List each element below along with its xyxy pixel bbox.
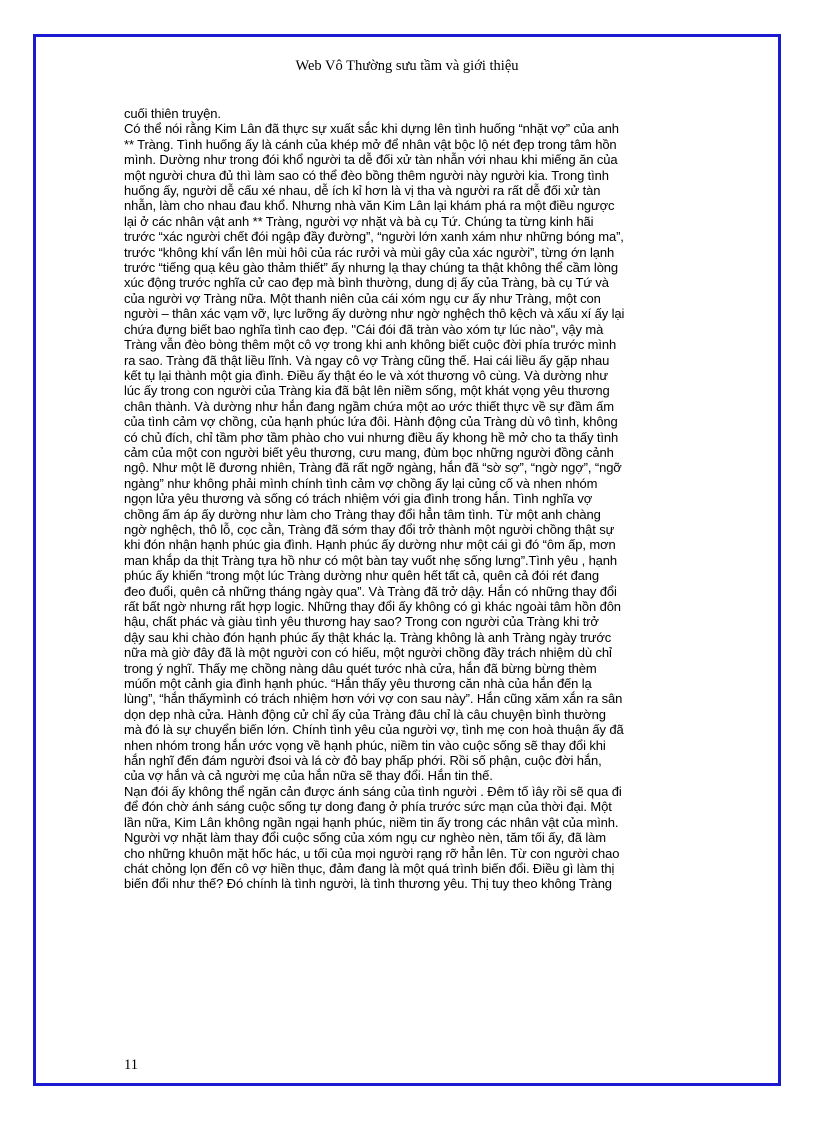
body-line: cảm của một con người biết yêu thương, cưu mang, đùm bọc những người đồng cảnh — [124, 444, 614, 460]
body-line: trước “tiếng quạ kêu gào thảm thiết” ấy nhưng lạ thay chúng ta thật không thể cầm lòng — [124, 260, 619, 276]
body-line: hậu, chất phác và giàu tình yêu thương hay sao? Trong con người của Tràng khi trở — [124, 614, 599, 630]
body-line: cuối thiên truyện. — [124, 106, 221, 121]
page-number: 11 — [124, 1057, 138, 1073]
body-line: ngọn lửa yêu thương và sống có trách nhiệm với gia đình trong hắn. Tình nghĩa vợ — [124, 491, 593, 507]
body-line: cho những khuôn mặt hốc hác, u tối của mọi người rạng rỡ hẳn lên. Từ con người chao — [124, 845, 620, 861]
body-line: ngờ nghệch, thô lỗ, cọc cằn, Tràng đã sớm thay đổi trở thành một người chồng thật sự — [124, 521, 615, 537]
body-line: chát chỏng lọn đến cô vợ hiền thục, đảm đang là một quá trình biến đổi. Điều gì làm thị — [124, 860, 615, 876]
body-line: trong ý nghĩ. Thấy mẹ chồng nàng dâu quét tước nhà cửa, hắn đã bừng bừng thèm — [124, 660, 597, 676]
body-line: ra sao. Tràng đã thật liều lĩnh. Và ngay cô vợ Tràng cũng thế. Hai cái liều ấy gặp nhau — [124, 352, 610, 368]
body-line: dậy sau khi chào đón hạnh phúc ấy thật khác lạ. Tràng không là anh Tràng ngày trước — [124, 629, 612, 645]
body-line: mà đó là sự chuyển biến lớn. Chính tình yêu của người vợ, tình mẹ con hoà thuận ấy đã — [124, 722, 624, 738]
body-line: chân thành. Và dường như hắn đang ngầm chứa một ao ước thiết thực về sự đầm ấm — [124, 398, 614, 414]
page-border — [33, 34, 781, 1086]
body-line: nhẫn, làm cho nhau đau khổ. Nhưng nhà văn Kim Lân lại khám phá ra một điều ngược — [124, 198, 615, 214]
body-line: chồng ấm áp ấy dường như làm cho Tràng thay đổi hẳn tâm tình. Từ một anh chàng — [124, 506, 601, 522]
body-line: trước “xác người chết đói ngập đầy đường”, “người lớn xanh xám như những bóng ma”, — [124, 229, 624, 245]
body-line: đeo đuổi, quên cả những tháng ngày qua”. Và Tràng đã trở dậy. Hắn có những thay đổi — [124, 583, 617, 599]
body-line: ngộ. Như một lẽ đương nhiên, Tràng đã rất ngỡ ngàng, hắn đã “sờ sợ”, “ngờ ngợ”, “ngỡ — [124, 460, 622, 476]
body-line: khi đón nhận hạnh phúc gia đình. Hạnh phúc ấy dường như một cái gì đó “ôm ấp, mơn — [124, 537, 616, 553]
body-line: kết tụ lại thành một gia đình. Điều ấy thật éo le và xót thương vô cùng. Và dường như — [124, 367, 608, 383]
body-text — [124, 106, 696, 892]
body-line: một người chưa đủ thì làm sao có thể đèo bồng thêm người này người kia. Trong tình — [124, 167, 609, 183]
body-line: rất bất ngờ nhưng rất hợp logic. Những thay đổi ấy không có gì khác ngoài tâm hồn đôn — [124, 599, 621, 614]
body-line: Có thể nói rằng Kim Lân đã thực sự xuất sắc khi dựng lên tình huống “nhặt vợ” của anh — [124, 121, 619, 137]
body-line: để đón chờ ánh sáng cuộc sống tự dong đang ở phía trước sức mạn của thời đại. Một — [124, 799, 612, 815]
body-line: nữa mà giờ đây đã là một người con có hiếu, một người chồng đầy trách nhiệm dù chỉ — [124, 645, 612, 661]
body-line: Nạn đói ấy không thể ngăn cản được ánh sáng của tình người . Đêm tố ìây rồi sẽ qua đi — [124, 783, 622, 799]
body-line: biến đổi như thế? Đó chính là tình người, là tình thương yêu. Thị tuy theo không Tràng — [124, 876, 612, 892]
body-line: người – thân xác vạm vỡ, lực lưỡng ấy dường như ngờ nghệch thô kệch và xấu xí ấy lại — [124, 306, 625, 322]
body-line: ngàng” như không phải mình chính tình cảm vợ chồng ấy lại củng cố và nhen nhóm — [124, 475, 598, 491]
body-line: hắn nghĩ đến đám người đsoi và lá cờ đỏ bay phấp phới. Rồi số phận, cuộc đời hắn, — [124, 753, 602, 769]
body-line: của vợ hắn và cả người mẹ của hắn nữa sẽ thay đổi. Hắn tin thế. — [124, 768, 493, 784]
body-line: ** Tràng. Tình huống ấy là cánh của khép mở để nhân vật bộc lộ nét đẹp trong tâm hồn — [124, 136, 617, 152]
body-line: trước “không khí vẩn lên mùi hôi của rác rưởi và mùi gây của xác người”, từng ớn lạnh — [124, 244, 615, 260]
body-line: man khắp da thịt Tràng tựa hồ như có một bàn tay vuốt nhẹ sống lưng”.Tình yêu , hạnh — [124, 552, 618, 568]
body-line: lùng”, “hắn thấymình có trách nhiệm hơn với vợ con sau này”. Hắn cũng xăm xắn ra sân — [124, 691, 623, 707]
body-line: Người vợ nhặt làm thay đổi cuộc sống của xóm ngụ cư nghèo nèn, tăm tối ấy, đã làm — [124, 830, 606, 846]
body-line: huống ấy, người dễ cấu xé nhau, dễ ích kỉ hơn là vị tha và người ra rất dễ đối xử tàn — [124, 183, 601, 199]
body-line: dọn dẹp nhà cửa. Hành động cử chỉ ấy của Tràng đâu chỉ là câu chuyện bình thường — [124, 706, 606, 722]
page-header: Web Vô Thường sưu tầm và giới thiệu — [295, 58, 519, 74]
body-line: của tình cảm vợ chồng, của hạnh phúc lứa đôi. Hành động của Tràng dù vô tình, không — [124, 414, 618, 430]
body-line: múốn một cảnh gia đình hạnh phúc. “Hắn thấy yêu thương căn nhà của hắn đến lạ — [124, 676, 592, 692]
body-line: có chủ đích, chỉ tầm phơ tầm phào cho vui nhưng điều ấy khong hề mở cho ta thấy tình — [124, 429, 619, 445]
body-line: mình. Dường như trong đói khổ người ta dễ đối xử tàn nhẫn với nhau khi miếng ăn của — [124, 152, 618, 168]
body-line: nhen nhóm trong hắn ước vọng về hạnh phúc, niềm tin vào cuộc sống sẽ thay đổi khi — [124, 737, 606, 753]
body-line: lại ở các nhân vật anh ** Tràng, người vợ nhặt và bà cụ Tứ. Chúng ta từng kinh hãi — [124, 213, 594, 229]
body-line: xúc động trước nghĩa cử cao đẹp mà bình thường, dung dị ấy của Tràng, bà cụ Tứ và — [124, 275, 609, 291]
body-line: phúc ấy khiến “trong một lúc Tràng dường như quên hết tất cả, quên cả đói rét đang — [124, 568, 600, 584]
body-line: chứa đựng biết bao nghĩa tình cao đẹp. "Cái đói đã tràn vào xóm tự lúc nào", vậy mà — [124, 321, 604, 337]
body-line: lần nữa, Kim Lân không ngần ngại hạnh phúc, niềm tin ấy trong các nhân vật của mình. — [124, 814, 619, 830]
body-line: của người vợ Tràng nữa. Một thanh niên của cái xóm ngụ cư ấy như Tràng, một con — [124, 290, 601, 306]
body-line: lúc ấy trong con người của Tràng kia đã bật lên niềm sống, một khát vọng yêu thương — [124, 383, 610, 399]
body-line: Tràng vẫn đèo bòng thêm một cô vợ trong khi anh không biết cuộc đời phía trước mình — [124, 337, 617, 353]
